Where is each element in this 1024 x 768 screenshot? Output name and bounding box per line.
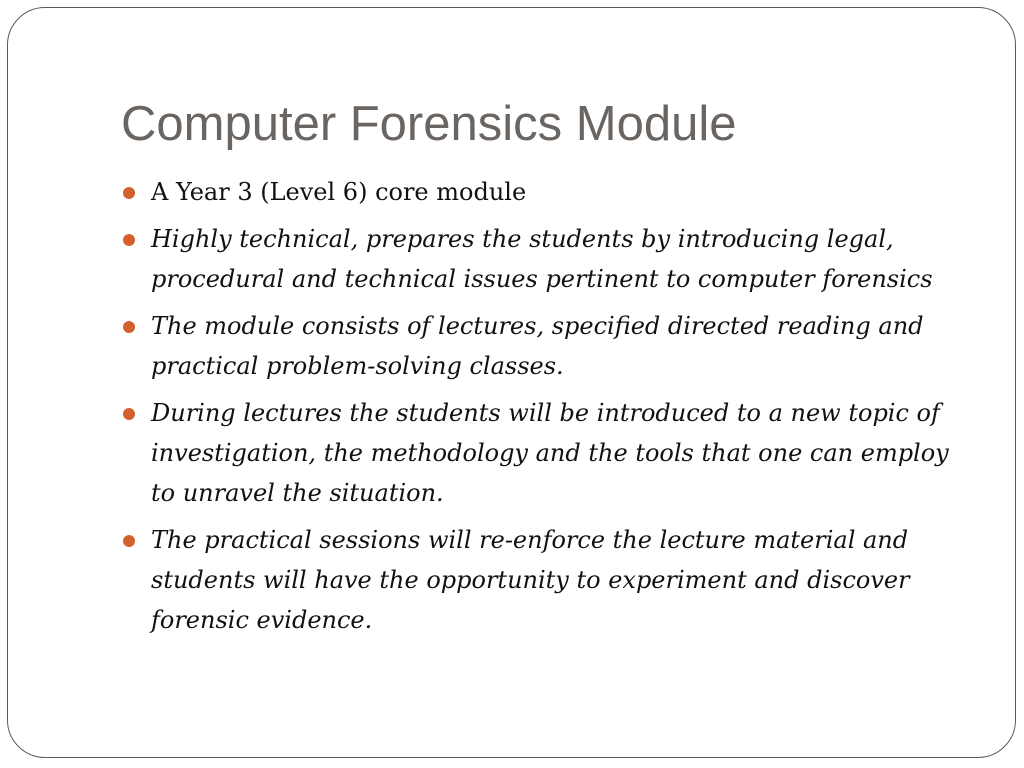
bullet-list [120, 172, 960, 647]
bullet-item-core-module [120, 172, 960, 212]
bullet-text: The practical sessions will re-enforce the lecture material and students will have the opportunity to experiment and discover forensic evidence. [151, 526, 910, 634]
slide [7, 7, 1016, 758]
bullet-dot-icon [123, 408, 135, 420]
slide-title: Computer Forensics Module [121, 97, 737, 151]
bullet-text: A Year 3 (Level 6) core module [151, 178, 527, 206]
bullet-dot-icon [123, 535, 135, 547]
bullet-item-highly-technical [120, 219, 960, 299]
bullet-dot-icon [123, 321, 135, 333]
bullet-item-during-lectures [120, 393, 960, 513]
bullet-dot-icon [123, 187, 135, 199]
bullet-item-module-consists [120, 306, 960, 386]
bullet-dot-icon [123, 234, 135, 246]
bullet-text: During lectures the students will be introduced to a new topic of investigation, the methodology and the tools that one can employ to unravel the situation. [151, 399, 949, 507]
bullet-text: Highly technical, prepares the students by introducing legal, procedural and technical issues pertinent to computer forensics [151, 225, 933, 293]
bullet-item-practical-sessions [120, 520, 960, 640]
bullet-text: The module consists of lectures, specified directed reading and practical problem-solving classes. [151, 312, 924, 380]
